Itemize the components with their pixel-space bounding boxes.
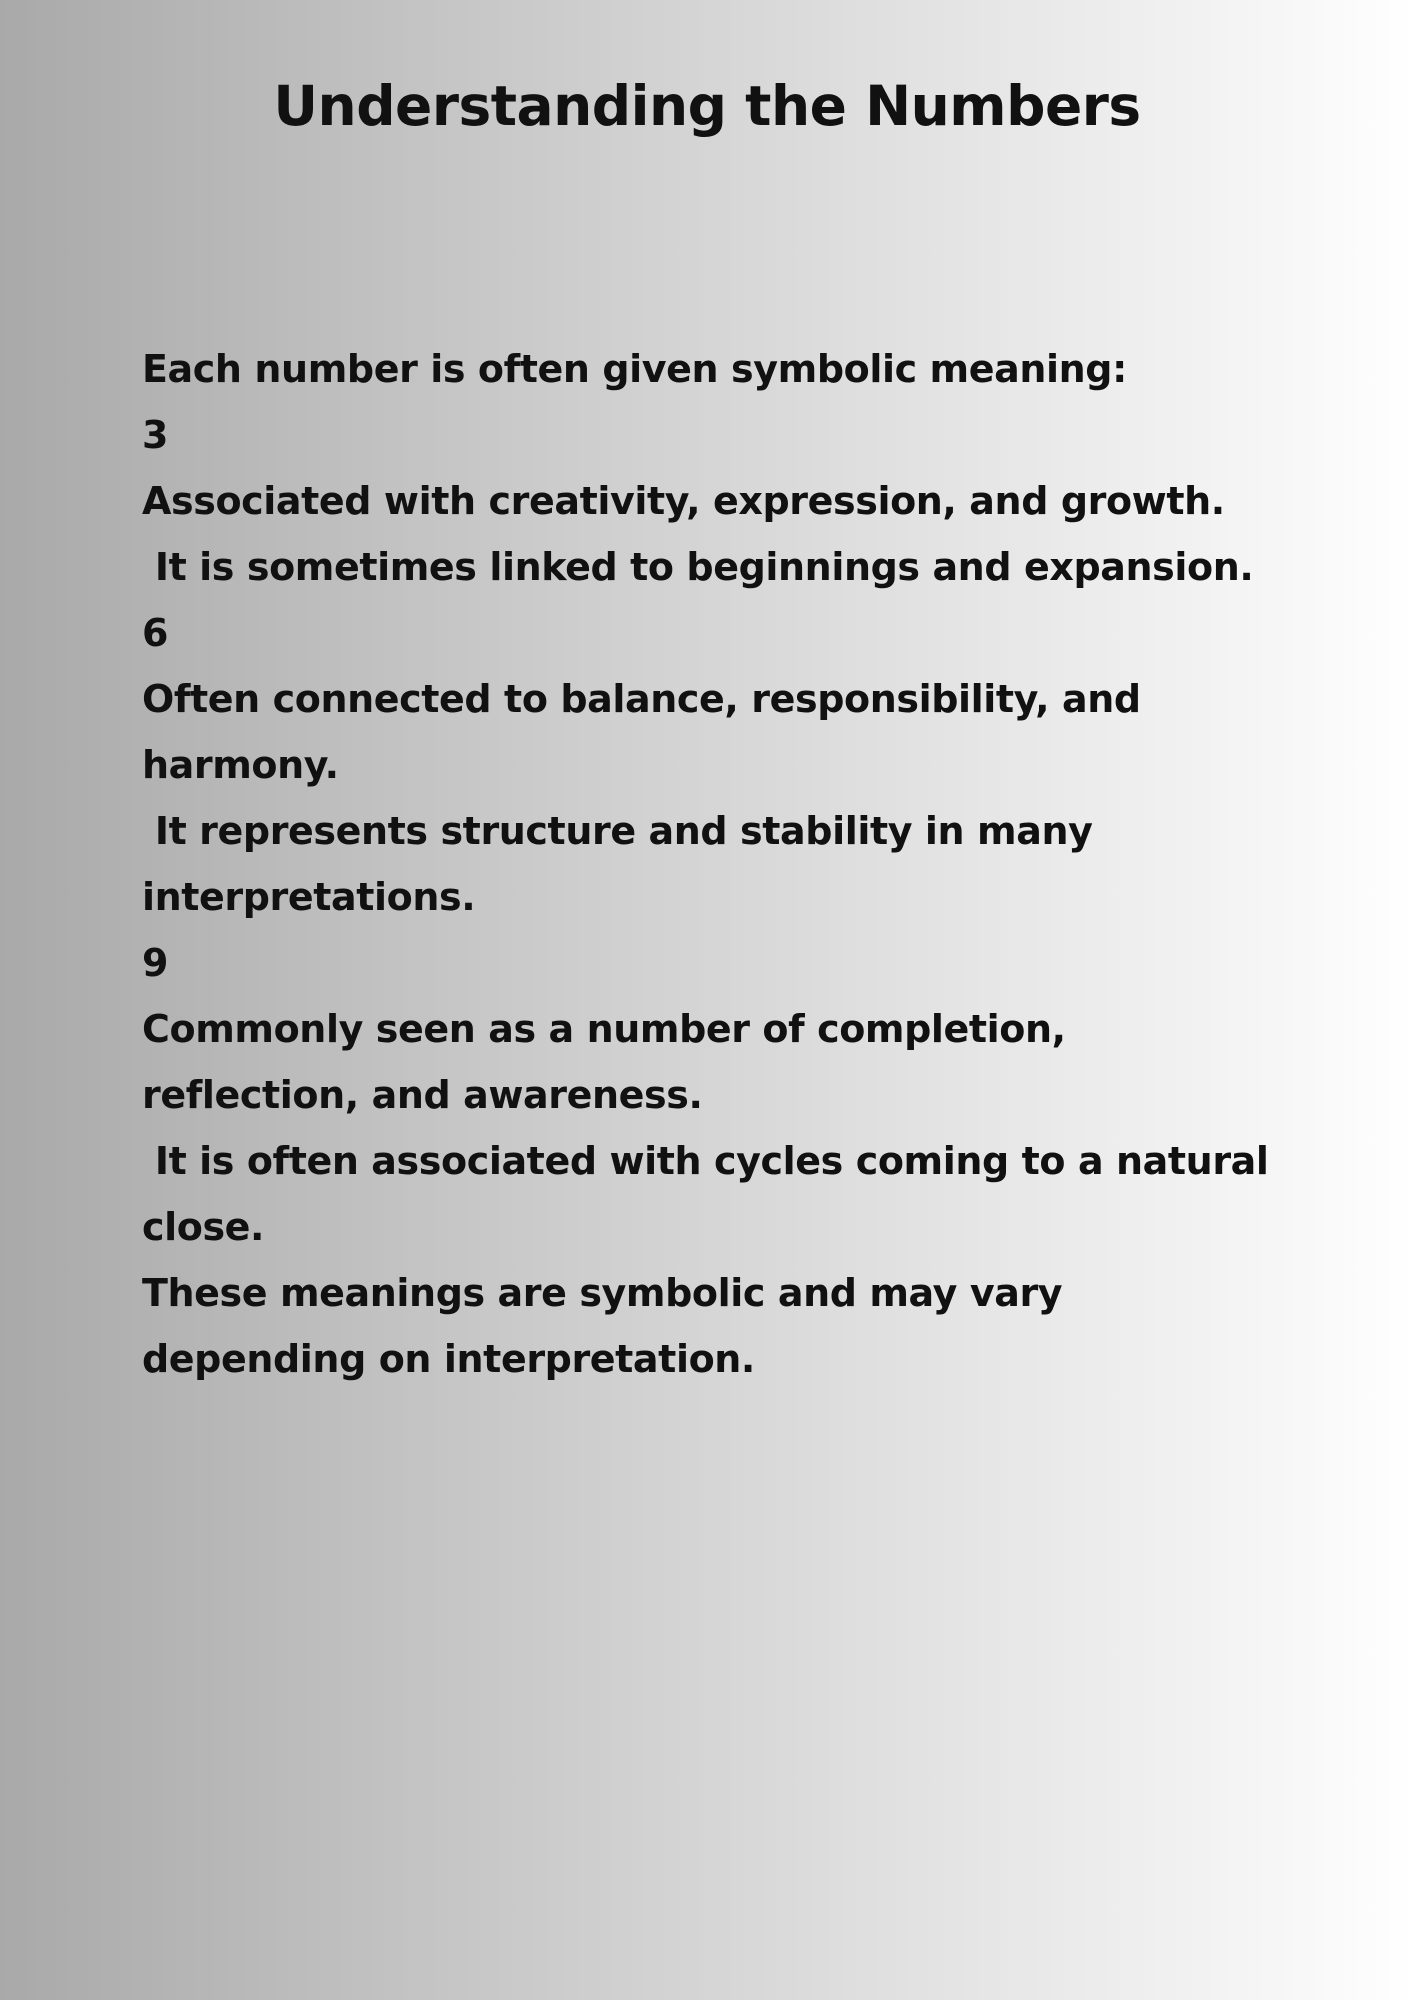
number-heading-3: 3 — [142, 413, 169, 457]
number-3-description: Associated with creativity, expression, and growth. — [142, 479, 1225, 523]
page-title: Understanding the Numbers — [273, 74, 1141, 138]
closing-note: These meanings are symbolic and may vary depending on interpretation. — [142, 1271, 1076, 1381]
intro-text: Each number is often given symbolic meaning: — [142, 347, 1127, 391]
number-heading-9: 9 — [142, 941, 169, 985]
number-6-detail: It represents structure and stability in many interpretations. — [142, 809, 1106, 919]
number-3-detail: It is sometimes linked to beginnings and expansion. — [142, 545, 1254, 589]
number-9-detail: It is often associated with cycles coming to a natural close. — [142, 1139, 1282, 1249]
document-body — [142, 336, 1282, 1392]
number-heading-6: 6 — [142, 611, 169, 655]
number-9-description: Commonly seen as a number of completion, reflection, and awareness. — [142, 1007, 1079, 1117]
number-6-description: Often connected to balance, responsibility, and harmony. — [142, 677, 1154, 787]
